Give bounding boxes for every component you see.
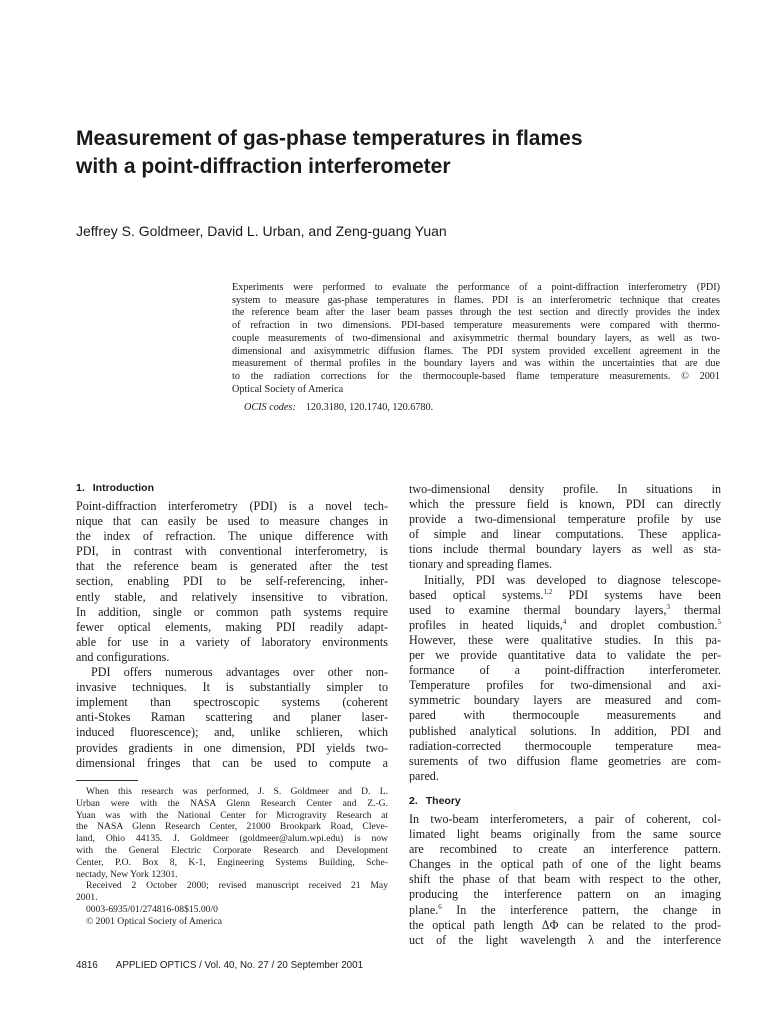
- section-title: Theory: [425, 795, 461, 807]
- body-line: ently stable, and relatively insensitive to vibration.: [76, 589, 388, 604]
- body-line: published analytical solutions. In addition, PDI and: [409, 723, 721, 738]
- theory-text: [409, 812, 721, 948]
- abstract-line: Experiments were performed to evaluate the performance of a point-diffraction interferometry (PDI): [232, 282, 720, 293]
- body-line: In two-beam interferometers, a pair of coherent, col-: [409, 812, 721, 826]
- body-line: provide a two-dimensional temperature profile by use: [409, 512, 721, 527]
- body-line: Point-diffraction interferometry (PDI) is a novel tech-: [76, 499, 388, 513]
- text-run: plane.: [409, 902, 439, 917]
- footnote-line: nectady, New York 12301.: [76, 868, 178, 880]
- text-run: In the interference pattern, the change in: [441, 902, 721, 917]
- footnote-line: the NASA Glenn Research Center, 21000 Brookpark Road, Cleve-: [76, 821, 388, 833]
- body-line: provides gradients in one dimension, PDI yields two-: [76, 740, 388, 755]
- body-line: symmetric boundary layers are measured and com-: [409, 693, 721, 708]
- body-line: Initially, PDI was developed to diagnose telescope-: [424, 572, 721, 587]
- abstract-line: system to measure gas-phase temperatures in flames. PDI is an interferometric technique that creates: [232, 294, 720, 306]
- citation-superscript: 4: [562, 617, 567, 626]
- body-line: formance of a point-diffraction interferometer.: [409, 663, 721, 678]
- title-line: with a point-diffraction interferometer: [76, 155, 451, 178]
- footnote-line: When this research was performed, J. S. Goldmeer and D. L.: [86, 786, 388, 797]
- abstract-line: couple measurements of two-dimensional and axisymmetric thermal boundary layers, as well as two-: [232, 332, 720, 344]
- right-column-text: [409, 482, 721, 784]
- footnote-rule: [76, 780, 138, 781]
- body-line: dimensional fringes that can be used to compute a: [76, 755, 388, 770]
- footnote-line: 2001.: [76, 892, 98, 904]
- section-number: 1.: [76, 482, 85, 494]
- ocis-values: 120.3180, 120.1740, 120.6780.: [305, 402, 434, 413]
- body-line: PDI offers numerous advantages over other non-: [91, 665, 388, 680]
- body-line: two-dimensional density profile. In situations in: [409, 482, 721, 496]
- body-line: are recombined to create an interference pattern.: [409, 842, 721, 857]
- text-run: PDI systems have been: [552, 587, 721, 602]
- body-line: shift the phase of that beam with respect to the other,: [409, 872, 721, 887]
- body-line: that the reference beam is generated after the test: [76, 559, 388, 574]
- footnote-line: Received 2 October 2000; revised manuscript received 21 May: [86, 880, 388, 892]
- body-line: tions include thermal boundary layers as well as sta-: [409, 542, 721, 557]
- body-line: [409, 588, 721, 603]
- footnote-line: Center, P.O. Box 8, K-1, Engineering Systems Building, Sche-: [76, 856, 388, 868]
- abstract-line: measurement of thermal profiles in the boundary layers and was within the uncertainties that are due: [232, 358, 720, 370]
- body-line: fewer optical elements, making PDI readily adapt-: [76, 619, 388, 634]
- ocis-label: OCIS codes:: [244, 402, 296, 413]
- body-line: [409, 903, 721, 918]
- text-run: and droplet combustion.: [566, 617, 718, 632]
- page-number: 4816: [76, 960, 98, 971]
- body-line: However, these were qualitative studies. In this pa-: [409, 632, 721, 647]
- body-line: pared with thermocouple measurements and: [409, 708, 721, 723]
- body-line: radiation-corrected thermocouple temperature mea-: [409, 738, 721, 753]
- author-list: Jeffrey S. Goldmeer, David L. Urban, and Zeng-guang Yuan: [76, 223, 447, 239]
- body-line: [409, 618, 721, 633]
- abstract-line: the reference beam after the laser beam passes through the test section and directly provides the index: [232, 307, 720, 319]
- body-line: limated light beams originally from the same source: [409, 827, 721, 842]
- journal-citation: APPLIED OPTICS / Vol. 40, No. 27 / 20 September 2001: [115, 960, 364, 971]
- body-line: PDI, in contrast with conventional interferometry, is: [76, 544, 388, 559]
- footnote-line: Urban were with the NASA Glenn Research Center and Z.-G.: [76, 797, 388, 809]
- body-line: induced fluorescence); and, unlike schlieren, which: [76, 725, 388, 740]
- section-heading-theory: [409, 795, 461, 807]
- body-line: In addition, single or common path systems require: [76, 604, 388, 619]
- text-run: based optical systems.: [409, 587, 544, 602]
- body-line: section, enabling PDI to be self-referencing, inher-: [76, 574, 388, 589]
- title-line: Measurement of gas-phase temperatures in flames: [76, 127, 583, 150]
- citation-superscript: 1,2: [543, 587, 553, 596]
- ocis-codes: [244, 402, 433, 413]
- footnote-line: 0003-6935/01/274816-08$15.00/0: [86, 903, 218, 915]
- running-footer: [76, 960, 363, 971]
- body-line: pared.: [409, 768, 439, 783]
- left-column-text: [76, 499, 388, 771]
- citation-superscript: 5: [717, 617, 721, 626]
- abstract-line: dimensional and axisymmetric diffusion flames. The PDI system provided excellent agreement in the: [232, 345, 720, 357]
- body-line: and configurations.: [76, 649, 170, 664]
- body-line: Changes in the optical path of one of the light beams: [409, 857, 721, 872]
- body-line: uct of the light wavelength λ and the interference: [409, 932, 721, 947]
- body-line: Temperature profiles for two-dimensional and axi-: [409, 678, 721, 693]
- body-line: per we provide quantitative data to validate the per-: [409, 648, 721, 663]
- body-line: [409, 603, 721, 618]
- body-line: invasive techniques. It is substantially simpler to: [76, 680, 388, 695]
- body-line: the index of refraction. The unique difference with: [76, 529, 388, 544]
- body-line: able for use in a variety of laboratory environments: [76, 634, 388, 649]
- text-run: used to examine thermal boundary layers,: [409, 602, 667, 617]
- citation-superscript: 3: [666, 602, 670, 611]
- body-line: nique that can easily be used to measure changes in: [76, 514, 388, 529]
- section-title: Introduction: [92, 482, 155, 494]
- paper-title: [76, 125, 696, 181]
- footnote-line: Yuan was with the National Center for Microgravity Research at: [76, 809, 388, 821]
- body-line: the optical path length ΔΦ can be related to the prod-: [409, 917, 721, 932]
- citation-superscript: 6: [438, 902, 442, 911]
- body-line: which the pressure field is known, PDI can directly: [409, 497, 721, 512]
- author-footnote: [76, 786, 388, 928]
- body-line: anti-Stokes Raman scattering and planer laser-: [76, 710, 388, 725]
- body-line: tionary and spreading flames.: [409, 557, 553, 572]
- abstract: [232, 282, 720, 396]
- text-run: thermal: [669, 602, 721, 617]
- abstract-line: of refraction in two dimensions. PDI-based temperature measurements were compared with thermo-: [232, 320, 720, 332]
- abstract-line: Optical Society of America: [232, 383, 344, 395]
- footnote-line: © 2001 Optical Society of America: [86, 915, 222, 927]
- body-line: surements of two diffusion flame geometries are com-: [409, 753, 721, 768]
- body-line: implement than spectroscopic systems (coherent: [76, 695, 388, 710]
- section-heading-introduction: [76, 482, 154, 494]
- body-line: producing the interference pattern on an imaging: [409, 887, 721, 902]
- abstract-line: to the radiation corrections for the thermocouple-based flame temperature measurements. © 2001: [232, 370, 720, 382]
- footnote-line: land, Ohio 44135. J. Goldmeer (goldmeer@alum.wpi.edu) is now: [76, 833, 388, 845]
- text-run: profiles in heated liquids,: [409, 617, 563, 632]
- footnote-line: with the General Electric Corporate Research and Development: [76, 844, 388, 856]
- body-line: of simple and linear computations. These applica-: [409, 527, 721, 542]
- section-number: 2.: [409, 795, 418, 807]
